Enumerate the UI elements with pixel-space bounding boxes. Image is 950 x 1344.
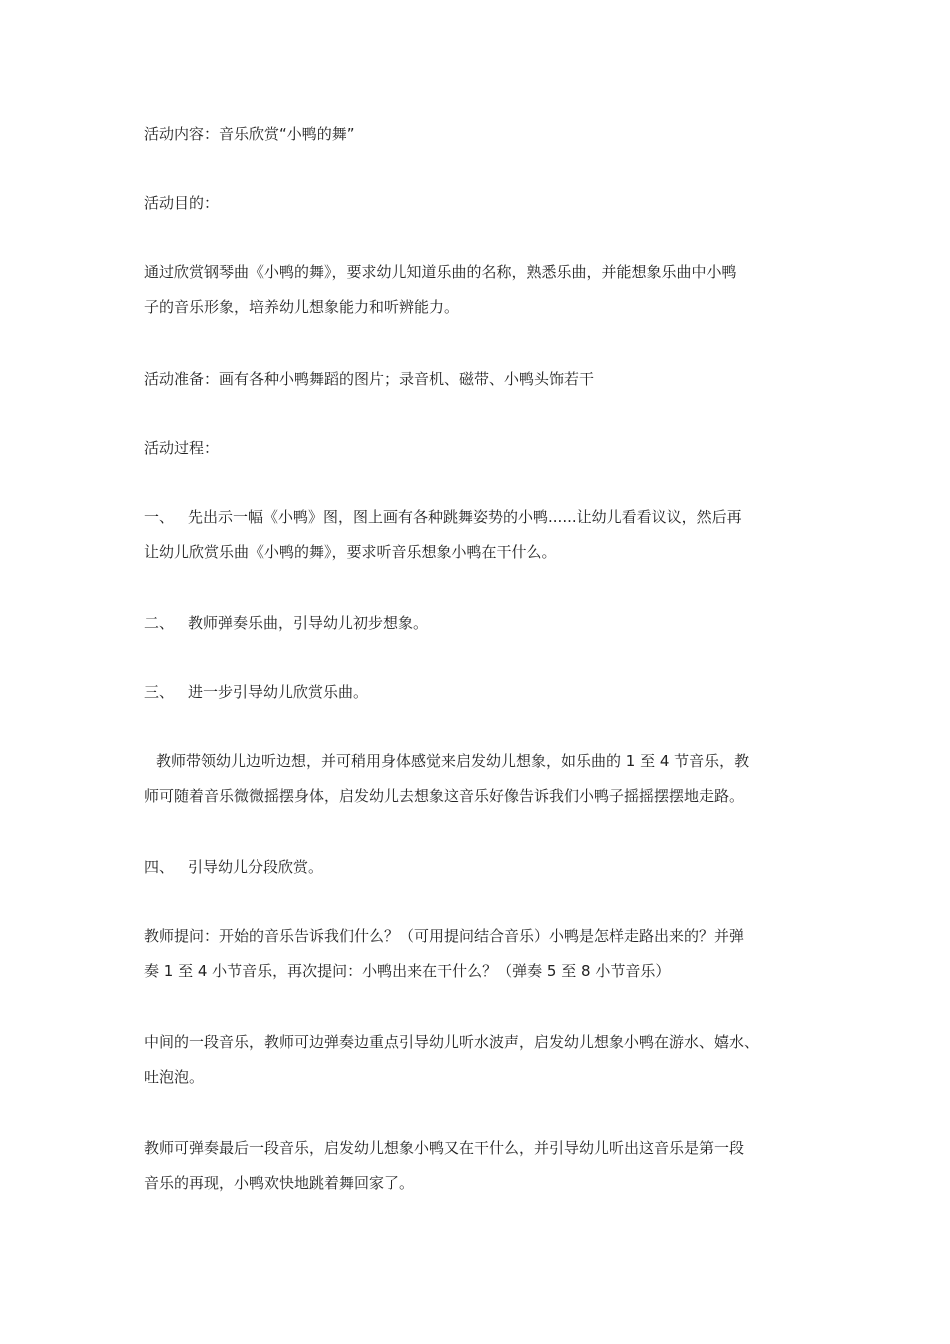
step-two-paragraph [144,606,810,641]
goal-line: 通过欣赏钢琴曲《小鸭的舞》，要求幼儿知道乐曲的名称，熟悉乐曲，并能想象乐曲中小鸭 [144,263,737,281]
step-four-line [144,850,810,885]
step-three-detail-paragraph [144,744,810,814]
step-three-paragraph [144,675,810,710]
step-three-line [144,675,810,710]
step-one-paragraph [144,500,810,570]
step-one-line: 让幼儿欣赏乐曲《小鸭的舞》，要求听音乐想象小鸭在干什么。 [144,543,557,561]
question-line: 教师提问：开始的音乐告诉我们什么？（可用提问结合音乐）小鸭是怎样走路出来的？并弹 [144,927,745,945]
ending-section-paragraph [144,1131,810,1201]
process-heading-text: 活动过程： [144,439,220,457]
ending-line: 教师可弹奏最后一段音乐，启发幼儿想象小鸭又在干什么，并引导幼儿听出这音乐是第一段 [144,1139,745,1157]
ending-line: 音乐的再现，小鸭欢快地跳着舞回家了。 [144,1174,415,1192]
step-two-number: 二、 [144,614,175,632]
activity-content-line [144,117,810,152]
step-three-text: 进一步引导幼儿欣赏乐曲。 [188,683,369,701]
activity-preparation [144,362,810,397]
activity-content-text: 活动内容：音乐欣赏“小鸭的舞” [144,125,355,143]
question-line: 奏 1 至 4 小节音乐，再次提问：小鸭出来在干什么？（弹奏 5 至 8 小节音乐） [144,962,671,980]
middle-line: 中间的一段音乐，教师可边弹奏边重点引导幼儿听水波声，启发幼儿想象小鸭在游水、嬉水、 [144,1033,760,1051]
step-two-line [144,606,810,641]
step-four-number: 四、 [144,858,175,876]
middle-section-paragraph [144,1025,810,1095]
step-one-line [144,500,810,535]
teacher-question-paragraph [144,919,810,989]
step-one-text: 先出示一幅《小鸭》图，图上画有各种跳舞姿势的小鸭......让幼儿看看议议，然后再 [188,508,742,526]
activity-goal-heading [144,186,810,221]
step-three-number: 三、 [144,683,175,701]
step-three-detail-line: 教师带领幼儿边听边想，并可稍用身体感觉来启发幼儿想象，如乐曲的 1 至 4 节音乐，教 [156,752,750,770]
goal-line: 子的音乐形象，培养幼儿想象能力和听辨能力。 [144,298,460,316]
step-four-text: 引导幼儿分段欣赏。 [188,858,324,876]
step-one-number: 一、 [144,508,175,526]
step-two-text: 教师弹奏乐曲，引导幼儿初步想象。 [188,614,429,632]
middle-line: 吐泡泡。 [144,1068,205,1086]
preparation-text: 活动准备：画有各种小鸭舞蹈的图片；录音机、磁带、小鸭头饰若干 [144,370,595,388]
activity-goal-paragraph [144,255,810,325]
step-four-paragraph [144,850,810,885]
activity-process-heading [144,431,810,466]
step-three-detail-line: 师可随着音乐微微摇摆身体，启发幼儿去想象这音乐好像告诉我们小鸭子摇摇摆摆地走路。 [144,787,745,805]
goal-heading-text: 活动目的： [144,194,220,212]
